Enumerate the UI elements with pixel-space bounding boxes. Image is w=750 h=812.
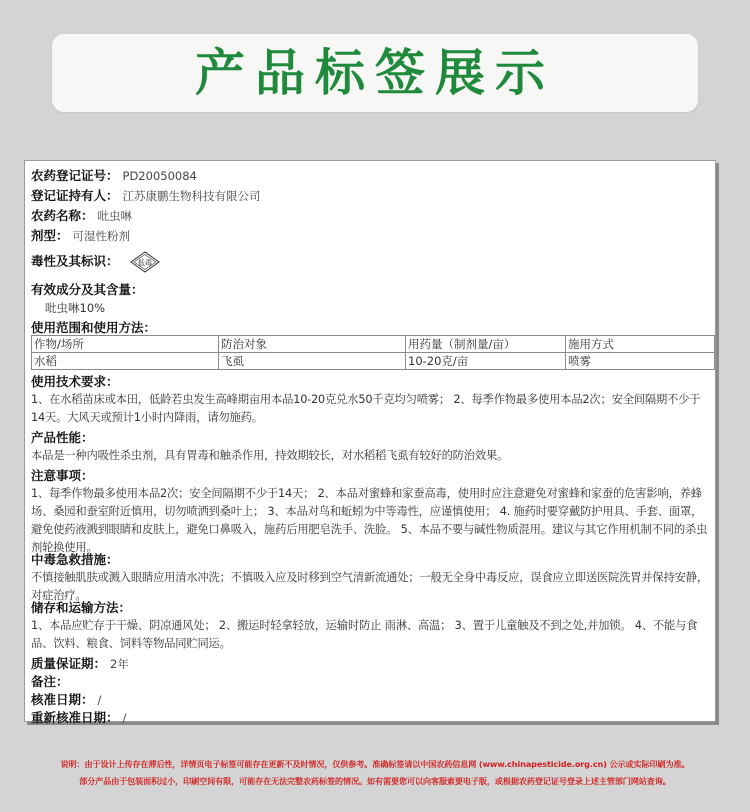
notes-label: 注意事项：	[31, 468, 94, 483]
scope-label: 使用范围和使用方法：	[31, 320, 157, 335]
usage-table-header	[32, 336, 715, 353]
table-row	[32, 353, 715, 370]
shelf-label: 质量保证期：	[31, 656, 107, 671]
holder-label: 登记证持有人：	[31, 188, 119, 203]
cell-method: 喷雾	[566, 353, 715, 370]
reapproval-label: 重新核准日期：	[31, 710, 119, 725]
toxicity-label: 毒性及其标识：	[31, 253, 119, 269]
storage-label: 储存和运输方法：	[31, 600, 132, 615]
header-target: 防治对象	[219, 336, 406, 353]
header-crop: 作物/场所	[32, 336, 219, 353]
first-aid-text: 不慎接触肌肤或溅入眼睛应用清水冲洗；不慎吸入应及时移到空气清新流通处；一般无全身中毒反应，误食应立即送医院洗胃并保持安静，对症治疗。	[31, 571, 708, 602]
disclaimer-footer	[0, 756, 750, 790]
storage-text: 1、本品应贮存于干燥、阴凉通风处； 2、搬运时轻拿轻放，运输时防止 雨淋、高温； 3、置于儿童触及不到之处,并加锁。 4、不能与食品、饮料、粮食、饲料等物品同贮同运。	[31, 619, 698, 650]
form-label: 剂型：	[31, 228, 69, 243]
low-toxicity-badge-icon	[130, 251, 160, 273]
reapproval-value: /	[122, 711, 127, 725]
remark-label: 备注：	[31, 674, 69, 689]
toxicity-badge-text: 低毒	[138, 259, 153, 267]
name-label: 农药名称：	[31, 208, 94, 223]
cell-crop: 水稻	[32, 353, 219, 370]
name-row	[31, 207, 132, 225]
reg-no-label: 农药登记证号：	[31, 168, 119, 183]
storage-label-row	[31, 599, 131, 617]
form-value: 可湿性粉剂	[72, 229, 131, 243]
first-aid-label: 中毒急救措施：	[31, 552, 119, 567]
reg-no-value: PD20050084	[122, 169, 197, 183]
ingredient-label: 有效成分及其含量：	[31, 282, 144, 297]
holder-row	[31, 187, 261, 205]
tech-label-row	[31, 373, 119, 391]
form-row	[31, 227, 130, 245]
perf-label: 产品性能：	[31, 430, 94, 445]
approval-row	[31, 691, 101, 709]
ingredient-label-row	[31, 281, 144, 299]
tech-text: 1、在水稻苗床或本田，低龄若虫发生高峰期亩用本品10-20克兑水50千克均匀喷雾； 2、每季作物最多使用本品2次；安全间隔期不少于14天。大风天或预计1小时内降雨，请勿施药。	[31, 393, 701, 424]
header-dosage: 用药量（制剂量/亩）	[406, 336, 566, 353]
perf-text: 本品是一种内吸性杀虫剂，具有胃毒和触杀作用，持效期较长，对水稻稻飞虱有较好的防治效果。	[31, 449, 509, 462]
cell-dosage: 10-20克/亩	[406, 353, 566, 370]
usage-table	[31, 335, 715, 370]
first-aid-label-row	[31, 551, 119, 569]
title-banner	[52, 34, 698, 112]
notes-label-row	[31, 467, 94, 485]
holder-value: 江苏康鹏生物科技有限公司	[122, 189, 261, 203]
name-value: 吡虫啉	[97, 209, 133, 223]
disclaimer-line-2: 部分产品由于包装面积过小，印刷空间有限，可能存在无法完整农药标签的情况。如有需要您可以向客服索要电子版，或根据农药登记证号登录上述主管部门网站查询。	[79, 776, 671, 786]
ingredient-value: 吡虫啉10%	[45, 301, 106, 315]
disclaimer-line-1: 说明：由于设计上传存在滞后性，详情页电子标签可能存在更新不及时情况，仅供参考。准确标签请以中国农药信息网 (www.chinapesticide.org.cn) 公示或实际印刷为准。	[60, 759, 690, 769]
approval-label: 核准日期：	[31, 692, 94, 707]
reg-no-row	[31, 167, 197, 185]
shelf-value: 2年	[110, 657, 129, 671]
reapproval-row	[31, 709, 126, 727]
notes-text: 1、每季作物最多使用本品2次；安全间隔期不少于14天； 2、本品对蜜蜂和家蚕高毒，使用时应注意避免对蜜蜂和家蚕的危害影响，养蜂场、桑园和蚕室附近慎用，切勿喷洒到桑叶上； 3、本品对鸟和蚯蚓为中等毒性，应谨慎使用； 4. 施药时要穿戴防护用具、手套、面罩，避免使药液溅到眼睛和皮肤上，避免口鼻吸入，施药后用肥皂洗手、洗脸。 5、本品不要与碱性物质混用。建议与其它作用机制不同的杀虫剂轮换使用。	[31, 487, 708, 554]
remark-row	[31, 673, 69, 691]
approval-value: /	[97, 693, 102, 707]
perf-label-row	[31, 429, 94, 447]
page-title: 产品标签展示	[195, 44, 555, 102]
cell-target: 飞虱	[219, 353, 406, 370]
header-method: 施用方式	[566, 336, 715, 353]
pesticide-label-document	[24, 160, 716, 725]
tech-label: 使用技术要求：	[31, 374, 119, 389]
toxicity-row	[31, 251, 160, 273]
shelf-row	[31, 655, 129, 673]
